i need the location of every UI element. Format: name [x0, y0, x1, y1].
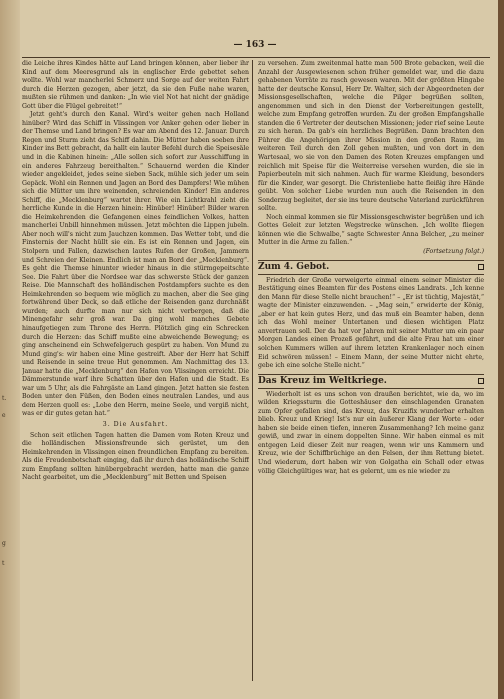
- subsection-heading: 3. Die Ausfahrt.: [102, 420, 169, 428]
- section-title: Das Kreuz im Weltkriege.: [258, 375, 387, 386]
- paragraph: Schon seit etlichen Tagen hatten die Damen vom Roten Kreuz und die holländischen Missionsfreunde sich gerüstet, um den Heimkehrenden in Vlissingen einen freundlichen Empfang zu bereiten. Als die Freudenbotschaft einging, daß ihr durch das holländische Schiff zum Empfang sollten hinübergebracht werden, hatte man die ganze Nacht gearbeitet, um die „Mecklenburg“ mit Betten und Speisen: [22, 431, 249, 482]
- section-title: Zum 4. Gebot.: [258, 261, 330, 272]
- page-number: — 163 —: [233, 40, 277, 50]
- left-column: [22, 60, 249, 681]
- gutter-mark: g: [2, 540, 6, 547]
- continuation-note: (Fortsetzung folgt.): [423, 248, 484, 256]
- paragraph: zu versehen. Zum zweitenmal hatte man 500 Brote gebacken, weil die Anzahl der Ausgewiesenen schon früher gemeldet war, und die dazu gehabenen Vorräte zu rasch gewesen waren. Mit der größten Hingabe hatte der deutsche Konsul, Herr Dr. Walter, sich der Abgeordneten der Missionsgesellschaften, welche die Pilger begrüßen sollten, angenommen und sich in den Dienst der Vorbereitungen gestellt, welche zum Empfang getroffen wurden. Zu der großen Empfangshalle standen die 6 Vertreter der deutschen Missionen; jeder rief seine Leute zu sich heran. Da gab's ein herzliches Begrüßen. Dann brachten den Führer die Angehörigen ihrer Mission in den großen Raum, im weiteren Teil durch den Zoll gehen mußten, und von dort in den Wartesaal, wo sie von den Damen des Roten Kreuzes empfangen und reichlich mit Speise für die Weiterreise versehen wurden, die sie in Papierbeuteln mit sich nahmen. Auch für warme Kleidung, besonders für die Kinder, war gesorgt. Die Christenliebe hatte fleißig ihre Hände geübt. Von solcher Liebe wurden nun auch die Reisenden in den Sonderzug begleitet, der sie ins teure deutsche Vaterland zurückführen sollte.: [258, 60, 484, 213]
- paragraph: Wiederholt ist es uns schon von draußen berichtet, wie da, wo im wilden Kriegssturm die Gotteshäuser den einschlagenden Granaten zum Opfer gefallen sind, das Kreuz, das Kruzifix wunderbar erhalten blieb. Kreuz und Krieg! Ist's nur ein äußerer Klang der Worte – oder haben sie beide einen tiefen, inneren Zusammenhang? Ich meine ganz gewiß, und zwar in einem doppelten Sinne. Wir haben einmal es mit entgegen Leid dieser Zeit nur reagen, wenn wir uns Kammern und Kreuz, wie der Schiffbrüchige an den Felsen, der ihm Rettung bietet. Und wiederum, dort haben wir von Golgatha ein Schall oder etwas völlig Gleichgültiges war, hat es gelernt, um es nie wieder zu: [258, 390, 484, 475]
- box-ornament-icon: [478, 378, 484, 384]
- paragraph: Jetzt geht's durch den Kanal. Wird's weiter gehen nach Holland hinüber? Wird das Schiff in Vlissingen vor Anker gehen oder lieber in der Themse und Land bringen? Es war am Abend des 12. Januar. Durch Regen und Sturm zieht das Schiff dahin. Die Mütter haben soeben ihre Kinder ins Bett gebracht, da hallt ein lauter Befehl durch die Speisesäle und in die Kabinen hinein: „Alle sollen sich sofort zur Ausschiffung in ein anderes Fahrzeug bereithalten.“ Schauernd werden die Kinder wieder angekleidet, jedes seine sieben Sack, mühle sich jeder um sein Gepäck. Wohl ein Rennen und Jagen an Bord des Dampfers! Wie mühen sich die Mütter um ihre weinenden, schreienden Kinder! Ein anderes Schiff, die „Mecklenburg“ wartet ihrer. Wie ein Lichtkrahl zieht die herrliche Kunde in die Herzen hinein: Hinüber! Hinüber! Bilder waren die Heimkehrenden die Gefangenen eines feindlichen Volkes, hatten mancherlei Unbill hinnehmen müssen. Jetzt möchten die Lippen jubeln. Aber noch will's nicht zum Jauchzen kommen. Das Wetter tobt, und die Finsternis der Nacht hüllt sie ein. Es ist ein Rennen und Jagen, ein Stolpern und Fallen, dazwischen lautes Rufen der Großen, Jammern und Schreien der Kleinen. Endlich ist man an Bord der „Mecklenburg“. Es geht die Themse hinunter wieder hinaus in die stürmgepeitschte See. Die Fahrt über die Nordsee war das schwerste Stück der ganzen Reise. Die Mannschaft des holländischen Postdampfers suchte es den Heimkehrenden so bequem wie möglich zu machen, aber die See ging fortwährend über Deck, so daß etliche der Reisenden ganz durchnäßt wurden; auch durfte man nur sich nicht verbergen, daß die Minengefahr sehr groß war. Da ging wohl manches Gebete hinaufgetiegen zum Throne des Herrn. Plötzlich ging ein Schrecken durch die Herzen: das Schiff mußte eine abweichende Bewegung; es ging anscheinend ein Schwefelgeruch gespürt zu haben. Von Mund zu Mund ging's: wir haben eine Mine gestreift. Aber der Herr hat Schiff und Reisende in seine treue Hut genommen. Am Nachmittag des 13. Januar hatte die „Mecklenburg“ den Hafen von Vlissingen erreicht. Die Dämmerstunde warf ihre Schatten über den Hafen und die Stadt. Es war um 5 Uhr, als die Fahrgäste an Land gingen. Jetzt hatten sie festen Boden unter den Füßen, den Boden eines neutralen Landes, und aus dem Herzen quoll es: „Lobe den Herrn, meine Seele, und vergiß nicht, was er dir gutes getan hat.“: [22, 111, 249, 418]
- section-heading: [258, 260, 484, 275]
- book-edge: [498, 0, 504, 699]
- header-rule: [22, 57, 490, 58]
- page-gutter: [0, 0, 20, 699]
- section-heading: [258, 374, 484, 389]
- gutter-mark: t: [2, 560, 5, 567]
- gutter-mark: t.: [2, 395, 7, 402]
- gutter-mark: e: [2, 412, 6, 419]
- paragraph: Friedrich der Große verweigerte einmal einem seiner Minister die Bestätigung eines Beamten für des Postens eines Landrats. „Ich kenne den Mann für diese Stelle nicht brauchen!“ – „Er ist tüchtig, Majestät,“ wagte der Minister einzuwenden. – „Mag sein,“ erwiderte der König, „aber er hat kein gutes Herz, und das muß ein Beamter haben, denn ich das Wohl meiner Untertanen und diesen wichtigen Platz anvertrauen soll. Der da hat vor Jahren mit seiner Mutter um ein paar Morgen Landes einen Prozeß geführt, und die alte Frau hat um einer solchen Kummers willen auf ihrem letzten Krankenlager noch einen Eid schwören müssen! – Einem Mann, der seine Mutter nicht ehrte, gebe ich eine solche Stelle nicht.“: [258, 276, 484, 370]
- paragraph: Noch einmal kommen sie für Missionsgeschwister begrüßen und ich Gottes Geleit zur letzten Wegstrecke wünschen. „Ich wollte fliegen können wie die Schwalbe,“ sagte Schwester Anna Belcher, „zu meiner Mutter in die Arme zu fallen.“: [258, 213, 484, 247]
- right-column: [258, 60, 484, 681]
- column-divider: [252, 60, 253, 681]
- box-ornament-icon: [478, 264, 484, 270]
- paragraph: die Leiche ihres Kindes hätte auf Land bringen können, aber lieber ihr Kind auf dem Meeresgrund als in englischer Erde gebettet sehen wollte. Wohl war mancherlei Schmerz und Sorge auf der weiten Fahrt durch die Herzen gezogen, aber jetzt, da sie den Fuße nahe waren, mußten sie rühmen und danken: „In wie viel Not hat nicht der gnädige Gott über die Flügel gebreitet!“: [22, 60, 249, 110]
